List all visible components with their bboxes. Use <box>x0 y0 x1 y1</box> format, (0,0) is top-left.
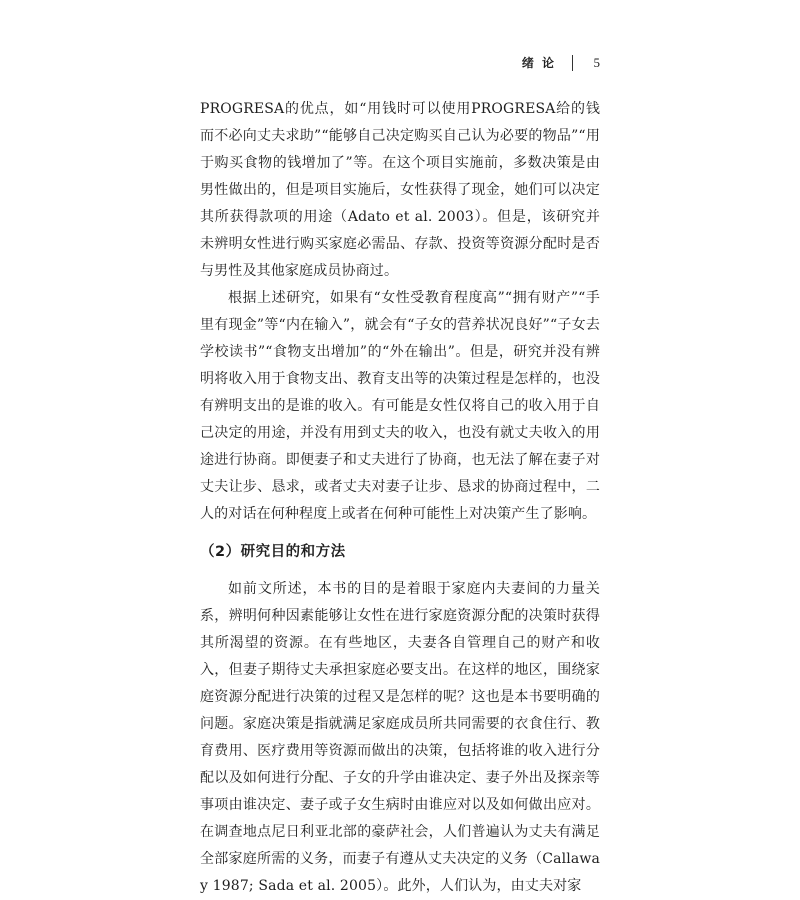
paragraph-3: 如前文所述，本书的目的是着眼于家庭内夫妻间的力量关系，辨明何种因素能够让女性在进行家庭资源分配的决策时获得其所渴望的资源。在有些地区，夫妻各自管理自己的财产和收入，但妻子期待丈夫承担家庭必要支出。在这样的地区，围绕家庭资源分配进行决策的过程又是怎样的呢？这也是本书要明确的问题。家庭决策是指就满足家庭成员所共同需要的衣食住行、教育费用、医疗费用等资源而做出的决策，包括将谁的收入进行分配以及如何进行分配、子女的升学由谁决定、妻子外出及探亲等事项由谁决定、妻子或子女生病时由谁应对以及如何做出应对。在调查地点尼日利亚北部的豪萨社会，人们普遍认为丈夫有满足全部家庭所需的义务，而妻子有遵从丈夫决定的义务（Callaway 1987; Sada et al. 2005）。此外，人们认为，由丈夫对家 <box>200 581 600 894</box>
section-heading: （2）研究目的和方法 <box>200 544 346 560</box>
paragraph-1: PROGRESA的优点，如“用钱时可以使用PROGRESA给的钱而不必向丈夫求助”“能够自己决定购买自己认为必要的物品”“用于购买食物的钱增加了”等。在这个项目实施前，多数决策是由男性做出的，但是项目实施后，女性获得了现金，她们可以决定其所获得款项的用途（Adato et al. 2003）。但是，该研究并未辨明女性进行购买家庭必需品、存款、投资等资源分配时是否与男性及其他家庭成员协商过。 <box>200 101 600 279</box>
paragraph-2: 根据上述研究，如果有“女性受教育程度高”“拥有财产”“手里有现金”等“内在输入”，就会有“子女的营养状况良好”“子女去学校读书”“食物支出增加”的“外在输出”。但是，研究并没有辨明将收入用于食物支出、教育支出等的决策过程是怎样的，也没有辨明支出的是谁的收入。有可能是女性仅将自己的收入用于自己决定的用途，并没有用到丈夫的收入，也没有就丈夫收入的用途进行协商。即便妻子和丈夫进行了协商，也无法了解在妻子对丈夫让步、恳求，或者丈夫对妻子让步、恳求的协商过程中，二人的对话在何种程度上或者在何种可能性上对决策产生了影响。 <box>200 290 600 522</box>
body-text <box>200 96 600 900</box>
chapter-title: 绪 论 <box>521 56 556 70</box>
page-number: 5 <box>593 55 600 70</box>
header-divider <box>572 55 573 71</box>
running-header <box>200 55 600 71</box>
